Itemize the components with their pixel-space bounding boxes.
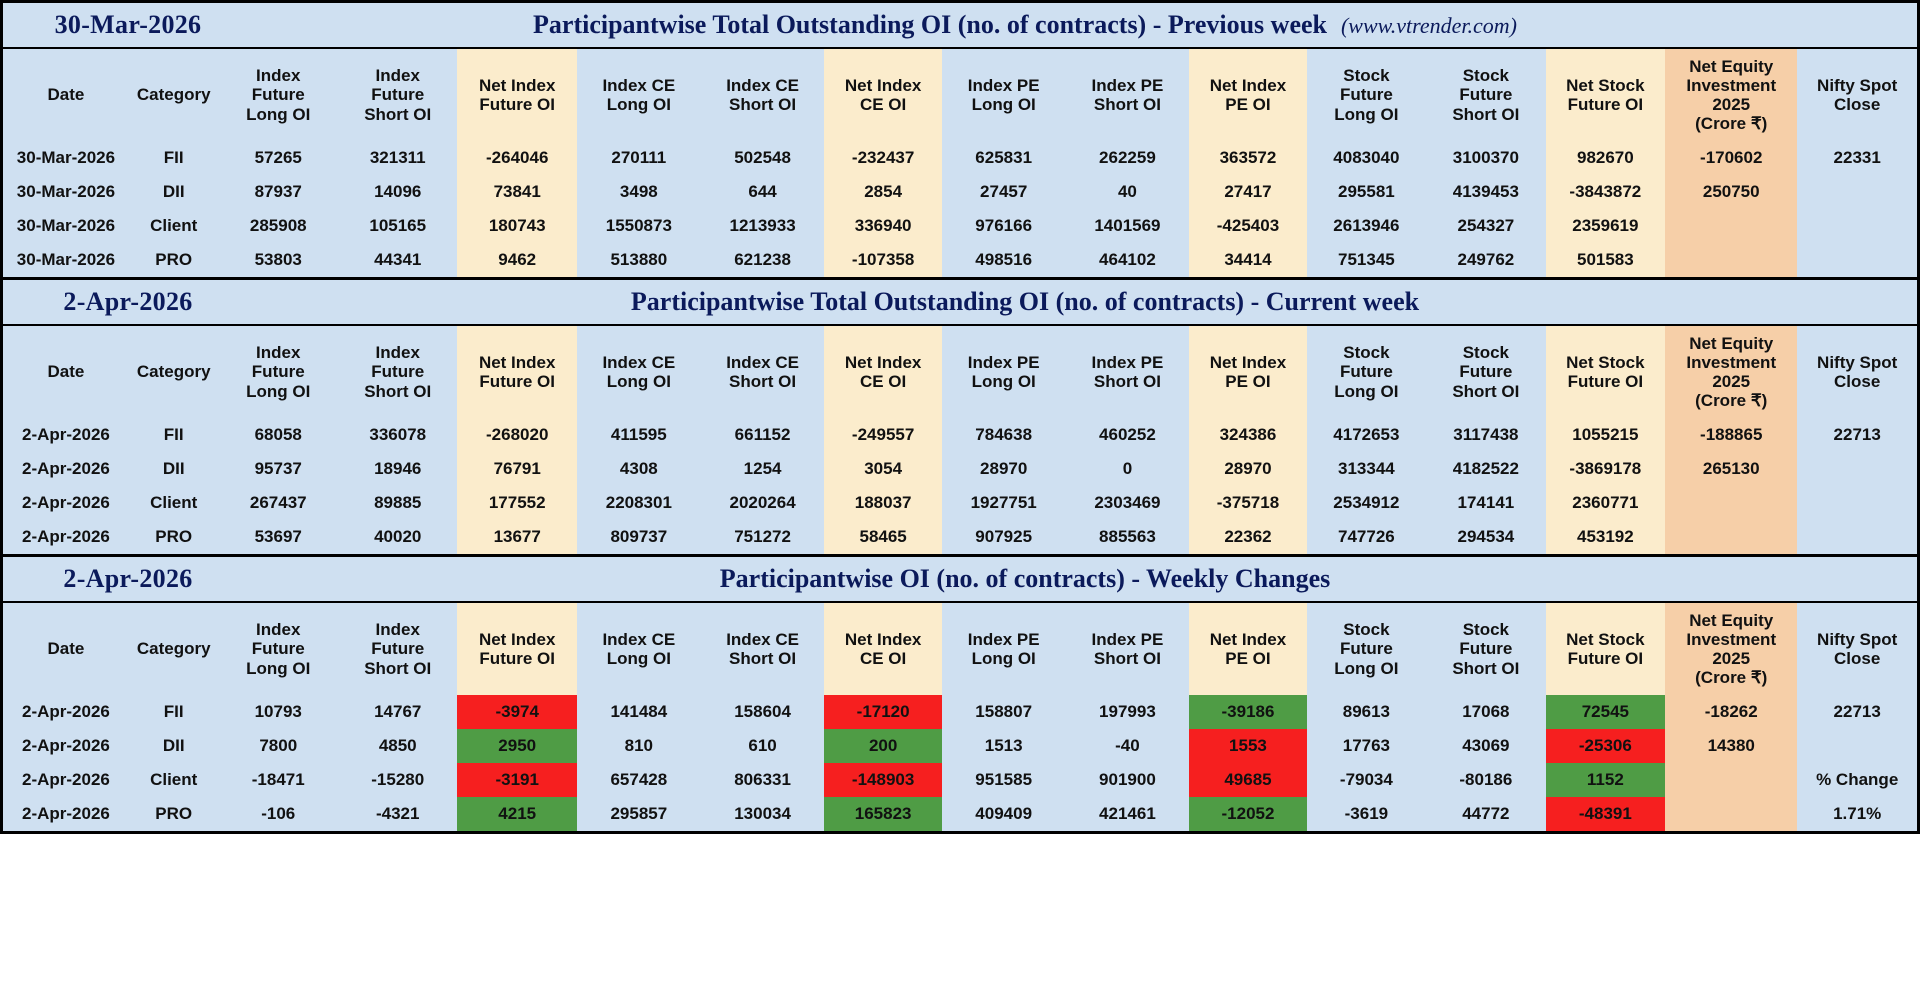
table-row (3, 486, 1917, 520)
column-header: Date (47, 85, 85, 105)
cell-value: 158807 (975, 702, 1033, 722)
cell-value: 4215 (457, 797, 576, 831)
column-header: Net Index Future OI (457, 49, 576, 141)
cell-date: 2-Apr-2026 (22, 736, 110, 756)
column-header: Date (47, 639, 85, 659)
cell-value: 58465 (824, 520, 941, 554)
cell-value: 2359619 (1546, 209, 1665, 243)
cell-value: -148903 (824, 763, 941, 797)
cell-value: 285908 (249, 216, 307, 236)
cell-value: 464102 (1099, 250, 1156, 270)
cell-value: 751272 (734, 527, 791, 547)
cell-value (1797, 175, 1917, 209)
cell-value: 180743 (457, 209, 576, 243)
cell-value (1665, 243, 1797, 277)
column-header: Index Future Long OI (246, 66, 311, 124)
cell-value: 40 (1117, 182, 1137, 202)
column-header: Index Future Long OI (246, 343, 311, 401)
cell-value: 4139453 (1452, 182, 1519, 202)
cell-value: 17763 (1342, 736, 1391, 756)
cell-value: -107358 (824, 243, 941, 277)
cell-value: 885563 (1099, 527, 1156, 547)
cell-value: 1254 (743, 459, 782, 479)
cell-value: 2950 (457, 729, 576, 763)
cell-value: 174141 (1457, 493, 1515, 513)
section-title-text: Participantwise OI (no. of contracts) - Weekly Changes (719, 564, 1331, 593)
cell-value: 7800 (259, 736, 298, 756)
cell-value: 3498 (619, 182, 658, 202)
column-header: Net Index CE OI (824, 326, 941, 418)
cell-value: 89613 (1342, 702, 1391, 722)
section-title-bar (3, 280, 1917, 326)
cell-value: 810 (624, 736, 654, 756)
cell-value: 3054 (824, 452, 941, 486)
cell-value (1665, 486, 1797, 520)
cell-value: -79034 (1339, 770, 1393, 790)
cell-value (1797, 243, 1917, 277)
section-title (253, 287, 1797, 317)
column-header: Index CE Short OI (726, 75, 799, 114)
cell-value (1665, 797, 1797, 831)
oi-table (3, 49, 1917, 277)
cell-value: 14767 (374, 702, 422, 722)
cell-value: 901900 (1099, 770, 1156, 790)
column-header: Stock Future Long OI (1334, 343, 1399, 401)
cell-value: 9462 (457, 243, 576, 277)
cell-value: 262259 (1099, 148, 1156, 168)
cell-value: 1213933 (729, 216, 796, 236)
cell-value: -48391 (1546, 797, 1665, 831)
column-header: Date (47, 362, 85, 382)
cell-value: 313344 (1338, 459, 1395, 479)
cell-date: 2-Apr-2026 (22, 527, 110, 547)
cell-value: 14096 (374, 182, 422, 202)
column-header: Category (136, 639, 211, 659)
cell-value (1665, 209, 1797, 243)
cell-value: 644 (748, 182, 777, 202)
cell-value: 2020264 (729, 493, 796, 513)
column-header: Net Stock Future OI (1546, 603, 1665, 695)
cell-category: DII (162, 459, 185, 479)
cell-value (1665, 520, 1797, 554)
cell-date: 2-Apr-2026 (22, 702, 110, 722)
cell-value: 411595 (610, 425, 667, 445)
cell-value: -25306 (1546, 729, 1665, 763)
column-header: Index Future Short OI (364, 343, 432, 401)
cell-value (1797, 729, 1917, 763)
cell-value: -4321 (375, 804, 420, 824)
column-header: Net Index PE OI (1189, 326, 1306, 418)
section-title (253, 10, 1797, 40)
cell-value: 324386 (1189, 418, 1306, 452)
cell-value: 250750 (1665, 175, 1797, 209)
table-row (3, 695, 1917, 729)
cell-date: 30-Mar-2026 (16, 148, 116, 168)
column-header: Net Index PE OI (1189, 603, 1306, 695)
cell-value: 1152 (1546, 763, 1665, 797)
cell-value: -15280 (371, 770, 425, 790)
cell-value: 1.71% (1833, 804, 1882, 824)
column-header: Index PE Short OI (1091, 75, 1164, 114)
cell-value: 336940 (824, 209, 941, 243)
column-header: Net Index CE OI (824, 603, 941, 695)
cell-date: 2-Apr-2026 (22, 770, 110, 790)
cell-value: 1513 (984, 736, 1023, 756)
cell-value: 267437 (249, 493, 307, 513)
column-header: Nifty Spot Close (1817, 75, 1898, 114)
table-row (3, 729, 1917, 763)
cell-value: 14380 (1665, 729, 1797, 763)
cell-value (1797, 486, 1917, 520)
cell-value: -12052 (1189, 797, 1306, 831)
column-header: Stock Future Short OI (1452, 620, 1520, 678)
cell-value: 188037 (824, 486, 941, 520)
cell-value (1665, 763, 1797, 797)
column-header: Index PE Long OI (967, 629, 1040, 668)
cell-value: 4182522 (1452, 459, 1519, 479)
oi-table (3, 603, 1917, 831)
column-header: Stock Future Short OI (1452, 66, 1520, 124)
cell-value: 2303469 (1094, 493, 1161, 513)
section-title-text: Participantwise Total Outstanding OI (no. of contracts) - Current week (630, 287, 1420, 316)
cell-value (1797, 452, 1917, 486)
column-header: Net Stock Future OI (1546, 326, 1665, 418)
cell-value: 28970 (1189, 452, 1306, 486)
section-title (253, 564, 1797, 594)
cell-value: -18262 (1665, 695, 1797, 729)
column-header: Net Index CE OI (824, 49, 941, 141)
cell-value: -3619 (1344, 804, 1389, 824)
cell-value: 1055215 (1546, 418, 1665, 452)
cell-value: 53803 (254, 250, 302, 270)
cell-value: -17120 (824, 695, 941, 729)
cell-value: 22713 (1833, 702, 1881, 722)
cell-value: 40020 (374, 527, 422, 547)
section-current-week (0, 277, 1920, 554)
cell-category: Client (150, 770, 198, 790)
cell-value: 1553 (1189, 729, 1306, 763)
cell-value: % Change (1816, 770, 1899, 790)
column-header: Stock Future Short OI (1452, 343, 1520, 401)
cell-value: -170602 (1665, 141, 1797, 175)
cell-value: 158604 (734, 702, 791, 722)
cell-value: -3869178 (1546, 452, 1665, 486)
cell-value: 249762 (1457, 250, 1515, 270)
cell-category: DII (162, 736, 185, 756)
column-header: Index CE Short OI (726, 629, 799, 668)
table-row (3, 243, 1917, 277)
cell-category: PRO (155, 527, 193, 547)
cell-value: 165823 (824, 797, 941, 831)
cell-value: 982670 (1546, 141, 1665, 175)
cell-value: 28970 (980, 459, 1028, 479)
cell-value: 197993 (1099, 702, 1156, 722)
cell-date: 2-Apr-2026 (22, 493, 110, 513)
cell-value: 951585 (975, 770, 1033, 790)
cell-value: 3117438 (1453, 425, 1519, 445)
cell-category: DII (162, 182, 185, 202)
cell-value: 2854 (824, 175, 941, 209)
cell-category: FII (163, 148, 184, 168)
section-title-date: 30-Mar-2026 (54, 10, 202, 39)
cell-value: 76791 (457, 452, 576, 486)
column-header: Net Equity Investment 2025 (Crore ₹) (1665, 326, 1797, 418)
table-row (3, 797, 1917, 831)
column-header: Nifty Spot Close (1817, 352, 1898, 391)
column-header: Net Stock Future OI (1546, 49, 1665, 141)
oi-table (3, 326, 1917, 554)
cell-value: 498516 (975, 250, 1033, 270)
cell-value: 13677 (457, 520, 576, 554)
cell-value: 784638 (975, 425, 1033, 445)
cell-value: 1927751 (970, 493, 1037, 513)
cell-value: 68058 (254, 425, 302, 445)
cell-value: 53697 (254, 527, 302, 547)
cell-value: 321311 (369, 148, 426, 168)
cell-value: 502548 (734, 148, 791, 168)
column-header: Index CE Short OI (726, 352, 799, 391)
cell-value: 105165 (369, 216, 427, 236)
cell-value: 625831 (975, 148, 1033, 168)
cell-value: 295857 (610, 804, 668, 824)
cell-value: 610 (748, 736, 777, 756)
cell-date: 30-Mar-2026 (16, 250, 116, 270)
cell-date: 30-Mar-2026 (16, 182, 116, 202)
cell-value: 10793 (254, 702, 302, 722)
cell-value: 57265 (254, 148, 302, 168)
column-header: Index CE Long OI (602, 75, 676, 114)
cell-value: 4850 (378, 736, 417, 756)
column-header: Index Future Long OI (246, 620, 311, 678)
cell-value: 44772 (1462, 804, 1510, 824)
cell-value: 409409 (975, 804, 1033, 824)
cell-category: FII (163, 702, 184, 722)
table-row (3, 209, 1917, 243)
column-header: Category (136, 85, 211, 105)
table-row (3, 520, 1917, 554)
cell-value: 513880 (610, 250, 668, 270)
cell-value: 0 (1122, 459, 1133, 479)
cell-value: 1401569 (1094, 216, 1161, 236)
cell-value: -40 (1115, 736, 1140, 756)
column-header: Index PE Long OI (967, 75, 1040, 114)
table-header-row (3, 326, 1917, 418)
cell-value: 661152 (734, 425, 791, 445)
cell-category: PRO (155, 804, 193, 824)
cell-value: 27417 (1189, 175, 1306, 209)
cell-value: 177552 (457, 486, 576, 520)
column-header: Net Index Future OI (457, 326, 576, 418)
cell-value: 49685 (1189, 763, 1306, 797)
section-title-bar (3, 557, 1917, 603)
cell-value: 95737 (254, 459, 302, 479)
cell-value: -375718 (1189, 486, 1306, 520)
cell-date: 2-Apr-2026 (22, 459, 110, 479)
cell-value: -39186 (1189, 695, 1306, 729)
column-header: Index Future Short OI (364, 620, 432, 678)
cell-value: 44341 (374, 250, 422, 270)
cell-value: 657428 (610, 770, 668, 790)
cell-value: -188865 (1665, 418, 1797, 452)
cell-value: 270111 (611, 148, 667, 168)
cell-category: Client (150, 493, 198, 513)
column-header: Net Equity Investment 2025 (Crore ₹) (1665, 49, 1797, 141)
cell-date: 30-Mar-2026 (16, 216, 116, 236)
cell-value: 89885 (374, 493, 422, 513)
cell-value: 27457 (980, 182, 1028, 202)
column-header: Category (136, 362, 211, 382)
cell-value: 43069 (1462, 736, 1510, 756)
cell-category: Client (150, 216, 198, 236)
column-header: Index Future Short OI (364, 66, 432, 124)
column-header: Net Equity Investment 2025 (Crore ₹) (1665, 603, 1797, 695)
cell-value: -3843872 (1546, 175, 1665, 209)
cell-value: 295581 (1338, 182, 1395, 202)
column-header: Index PE Short OI (1091, 629, 1164, 668)
cell-value: 254327 (1457, 216, 1515, 236)
section-weekly-changes (0, 554, 1920, 834)
cell-value: 72545 (1546, 695, 1665, 729)
cell-value (1797, 520, 1917, 554)
cell-value: 460252 (1099, 425, 1156, 445)
cell-value: 73841 (457, 175, 576, 209)
cell-value: 336078 (369, 425, 427, 445)
cell-value: 17068 (1462, 702, 1510, 722)
cell-value: -3191 (457, 763, 576, 797)
cell-value: -232437 (824, 141, 941, 175)
cell-value: 34414 (1189, 243, 1306, 277)
cell-value: -268020 (457, 418, 576, 452)
cell-value: 2534912 (1333, 493, 1400, 513)
cell-value: 22713 (1833, 425, 1881, 445)
cell-date: 2-Apr-2026 (22, 804, 110, 824)
column-header: Nifty Spot Close (1817, 629, 1898, 668)
cell-value: 2360771 (1546, 486, 1665, 520)
section-title-date: 2-Apr-2026 (63, 564, 193, 593)
section-title-date: 2-Apr-2026 (63, 287, 193, 316)
cell-value (1797, 209, 1917, 243)
cell-value: 907925 (975, 527, 1033, 547)
cell-category: FII (163, 425, 184, 445)
cell-value: 22362 (1189, 520, 1306, 554)
cell-value: -106 (261, 804, 296, 824)
column-header: Index CE Long OI (602, 629, 676, 668)
cell-value: 4172653 (1333, 425, 1400, 445)
cell-value: -264046 (457, 141, 576, 175)
cell-value: 141484 (610, 702, 668, 722)
table-row (3, 763, 1917, 797)
cell-value: 2208301 (605, 493, 672, 513)
cell-value: 621238 (734, 250, 791, 270)
cell-value: 87937 (254, 182, 302, 202)
table-row (3, 418, 1917, 452)
cell-value: 809737 (610, 527, 668, 547)
cell-value: -80186 (1459, 770, 1513, 790)
cell-value: 421461 (1099, 804, 1156, 824)
cell-value: -18471 (251, 770, 305, 790)
cell-value: 806331 (734, 770, 791, 790)
cell-value: 3100370 (1452, 148, 1519, 168)
section-title-bar (3, 3, 1917, 49)
cell-value: 2613946 (1333, 216, 1400, 236)
cell-value: 4308 (619, 459, 658, 479)
cell-value: 130034 (734, 804, 791, 824)
column-header: Net Index PE OI (1189, 49, 1306, 141)
cell-category: PRO (155, 250, 193, 270)
site-credit: (www.vtrender.com) (1340, 13, 1517, 38)
section-title-text: Participantwise Total Outstanding OI (no. of contracts) - Previous week (533, 10, 1327, 39)
cell-value: 18946 (374, 459, 422, 479)
column-header: Net Index Future OI (457, 603, 576, 695)
table-header-row (3, 49, 1917, 141)
column-header: Index PE Short OI (1091, 352, 1164, 391)
cell-value: 200 (824, 729, 941, 763)
column-header: Stock Future Long OI (1334, 620, 1399, 678)
cell-value: 751345 (1338, 250, 1395, 270)
cell-date: 2-Apr-2026 (22, 425, 110, 445)
column-header: Index PE Long OI (967, 352, 1040, 391)
table-row (3, 175, 1917, 209)
cell-value: 363572 (1189, 141, 1306, 175)
cell-value: 976166 (975, 216, 1033, 236)
table-row (3, 452, 1917, 486)
cell-value: 501583 (1546, 243, 1665, 277)
section-previous-week (0, 0, 1920, 277)
column-header: Index CE Long OI (602, 352, 676, 391)
cell-value: -3974 (457, 695, 576, 729)
cell-value: 4083040 (1333, 148, 1400, 168)
cell-value: 747726 (1338, 527, 1395, 547)
cell-value: 22331 (1833, 148, 1881, 168)
table-header-row (3, 603, 1917, 695)
cell-value: 1550873 (605, 216, 672, 236)
cell-value: 265130 (1665, 452, 1797, 486)
cell-value: 453192 (1546, 520, 1665, 554)
cell-value: -425403 (1189, 209, 1306, 243)
table-row (3, 141, 1917, 175)
cell-value: 294534 (1457, 527, 1515, 547)
column-header: Stock Future Long OI (1334, 66, 1399, 124)
cell-value: -249557 (824, 418, 941, 452)
